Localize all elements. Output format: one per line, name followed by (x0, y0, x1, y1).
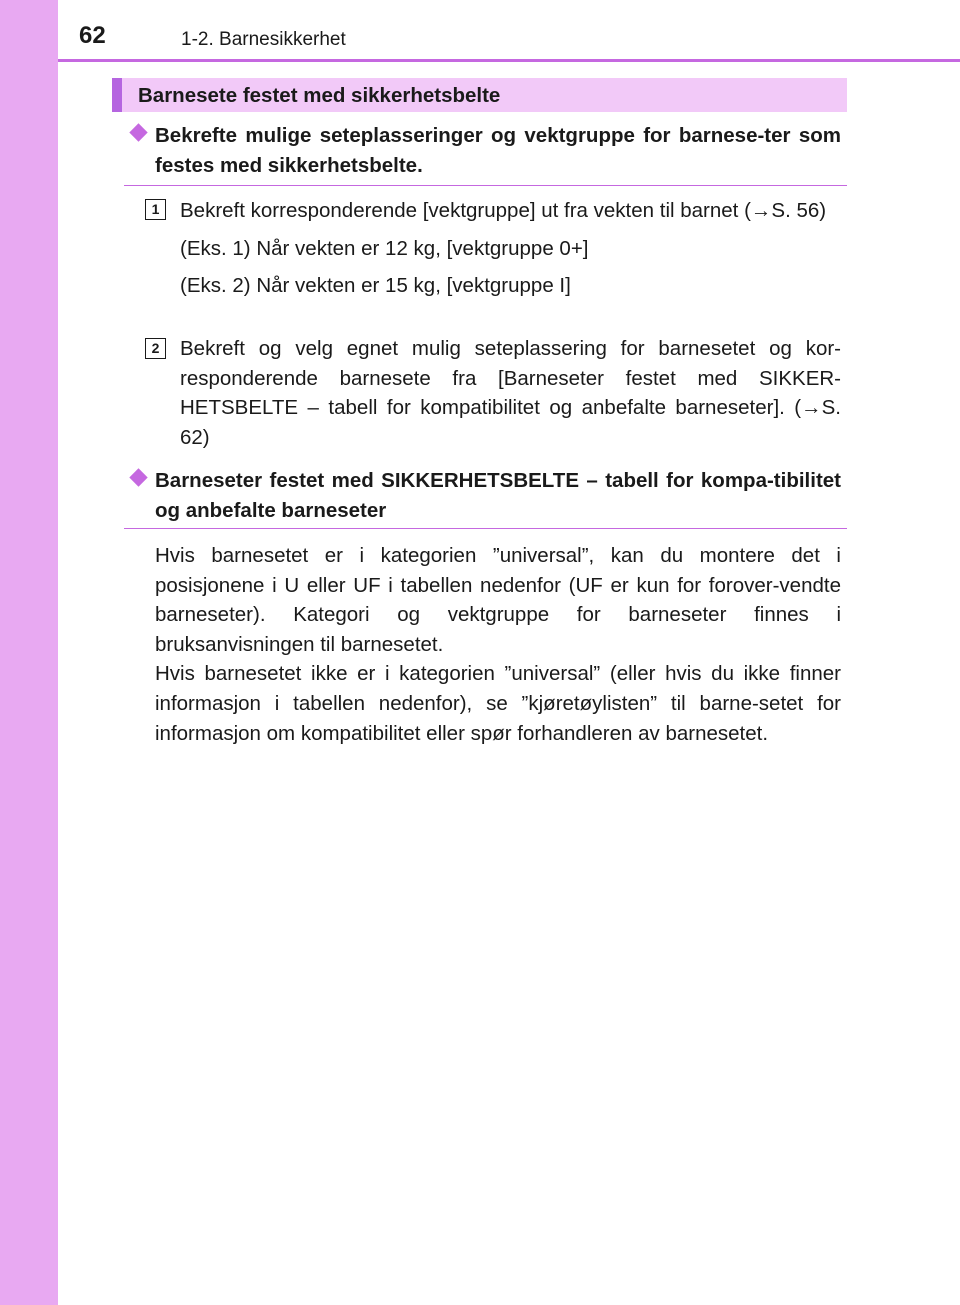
subsection-heading-2 (124, 465, 847, 529)
step-number-1: 1 (145, 199, 166, 220)
step-1-example-2: (Eks. 2) Når vekten er 15 kg, [vektgruppe I] (180, 274, 571, 297)
paragraph-2: Hvis barnesetet ikke er i kategorien ”universal” (eller hvis du ikke finner informasjon i tabellen nedenfor), se ”kjøretøylisten” til barne-setet for informasjon om kompatibilitet eller spør forhandleren av barnesetet. (155, 662, 841, 745)
subsection-heading-text: Bekrefte mulige seteplasseringer og vektgruppe for barnese-ter som festes med sikkerhetsbelte. (155, 124, 841, 177)
section-title: Barnesete festet med sikkerhetsbelte (138, 84, 501, 107)
header-divider (58, 59, 960, 62)
diamond-bullet-icon (129, 123, 147, 141)
subsection-heading-1 (124, 120, 847, 186)
diamond-bullet-icon (129, 468, 147, 486)
body-text (155, 541, 841, 748)
step-2-text: Bekreft og velg egnet mulig seteplassering for barnesetet og kor-responderende barnesete fra [Barneseter festet med SIKKER-HETSBELTE – tabell for kompatibilitet og anbefalte barneseter]. (→S. 62) (180, 337, 841, 449)
section-heading-bar (112, 78, 847, 112)
step-1-example-1: (Eks. 1) Når vekten er 12 kg, [vektgruppe 0+] (180, 236, 589, 260)
page-number: 62 (79, 22, 106, 49)
step-1-text (180, 196, 841, 301)
subsection-heading-text: Barneseter festet med SIKKERHETSBELTE – tabell for kompa-tibilitet og anbefalte barneseter (155, 469, 841, 522)
step-number-2: 2 (145, 338, 166, 359)
paragraph-1: Hvis barnesetet er i kategorien ”universal”, kan du montere det i posisjonene i U eller UF i tabellen nedenfor (UF er kun for forover-vendte barneseter). Kategori og vektgruppe for barneseter finnes i bruksanvisningen til barnesetet. (155, 544, 841, 656)
chapter-title: 1-2. Barnesikkerhet (181, 29, 346, 50)
page-sidebar-tab (0, 0, 58, 1305)
step-1-instruction: Bekreft korresponderende [vektgruppe] ut fra vekten til barnet (→S. 56) (180, 199, 827, 222)
